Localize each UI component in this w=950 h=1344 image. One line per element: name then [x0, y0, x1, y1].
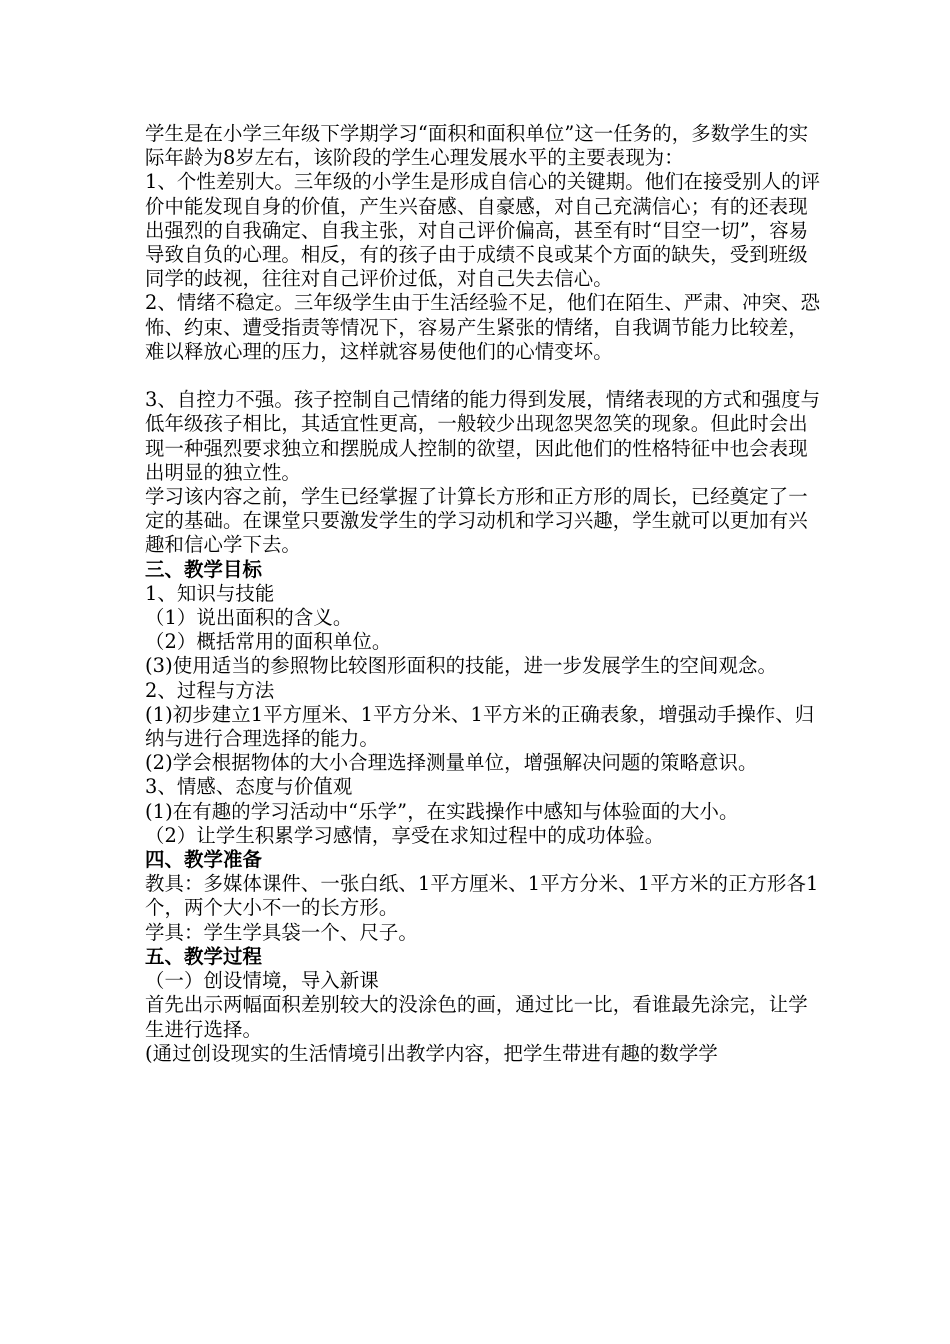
subsection-title: 1、知识与技能 [145, 581, 275, 605]
list-item: (1)在有趣的学习活动中“乐学”，在实践操作中感知与体验面的大小。 [145, 799, 739, 823]
section-heading: 四、教学准备 [145, 848, 262, 872]
list-item: （2）概括常用的面积单位。 [145, 630, 392, 654]
section-heading: 三、教学目标 [145, 557, 262, 581]
list-item: (2)学会根据物体的大小合理选择测量单位，增强解决问题的策略意识。 [145, 751, 758, 775]
body-paragraph: 2、情绪不稳定。三年级学生由于生活经验不足，他们在陌生、严肃、冲突、恐怖、约束、遭受指责等情况下，容易产生紧张的情绪，自我调节能力比较差，难以释放心理的压力，这样就容易使他们的心情变坏。 [145, 291, 821, 363]
body-paragraph: 3、自控力不强。孩子控制自己情绪的能力得到发展，情绪表现的方式和强度与低年级孩子相比，其适宜性更高，一般较少出现忽哭忽笑的现象。但此时会出现一种强烈要求独立和摆脱成人控制的欲望，因此他们的性格特征中也会表现出明显的独立性。 [145, 388, 821, 484]
subsection-title: 2、过程与方法 [145, 678, 275, 702]
body-paragraph: 学生是在小学三年级下学期学习“面积和面积单位”这一任务的，多数学生的实际年龄为8岁左右，该阶段的学生心理发展水平的主要表现为： [145, 122, 809, 170]
section-heading: 五、教学过程 [145, 944, 262, 968]
list-item: (3)使用适当的参照物比较图形面积的技能，进一步发展学生的空间观念。 [145, 654, 777, 678]
body-paragraph: 学具：学生学具袋一个、尺子。 [145, 920, 418, 944]
list-item: (1)初步建立1平方厘米、1平方分米、1平方米的正确表象，增强动手操作、归纳与进行合理选择的能力。 [145, 702, 815, 751]
document-page [145, 122, 825, 1066]
body-paragraph: 教具：多媒体课件、一张白纸、1平方厘米、1平方分米、1平方米的正方形各1个，两个大小不一的长方形。 [145, 872, 819, 920]
list-item: （2）让学生积累学习感情，享受在求知过程中的成功体验。 [145, 823, 665, 847]
body-paragraph: (通过创设现实的生活情境引出教学内容，把学生带进有趣的数学学 [145, 1041, 718, 1065]
body-paragraph: 首先出示两幅面积差别较大的没涂色的画，通过比一比，看谁最先涂完，让学生进行选择。 [145, 993, 808, 1041]
blank-line [145, 364, 825, 388]
subsection-title: 3、情感、态度与价值观 [145, 775, 353, 799]
body-paragraph: 1、个性差别大。三年级的小学生是形成自信心的关键期。他们在接受别人的评价中能发现自身的价值，产生兴奋感、自豪感，对自己充满信心；有的还表现出强烈的自我确定、自我主张，对自己评价偏高，甚至有时“目空一切”，容易导致自负的心理。相反，有的孩子由于成绩不良或某个方面的缺失，受到班级同学的歧视，往往对自己评价过低，对自己失去信心。 [145, 170, 821, 291]
list-item: （1）说出面积的含义。 [145, 606, 353, 630]
subsection-title: （一）创设情境，导入新课 [145, 969, 379, 993]
body-paragraph: 学习该内容之前，学生已经掌握了计算长方形和正方形的周长，已经奠定了一定的基础。在课堂只要激发学生的学习动机和学习兴趣，学生就可以更加有兴趣和信心学下去。 [145, 485, 808, 557]
